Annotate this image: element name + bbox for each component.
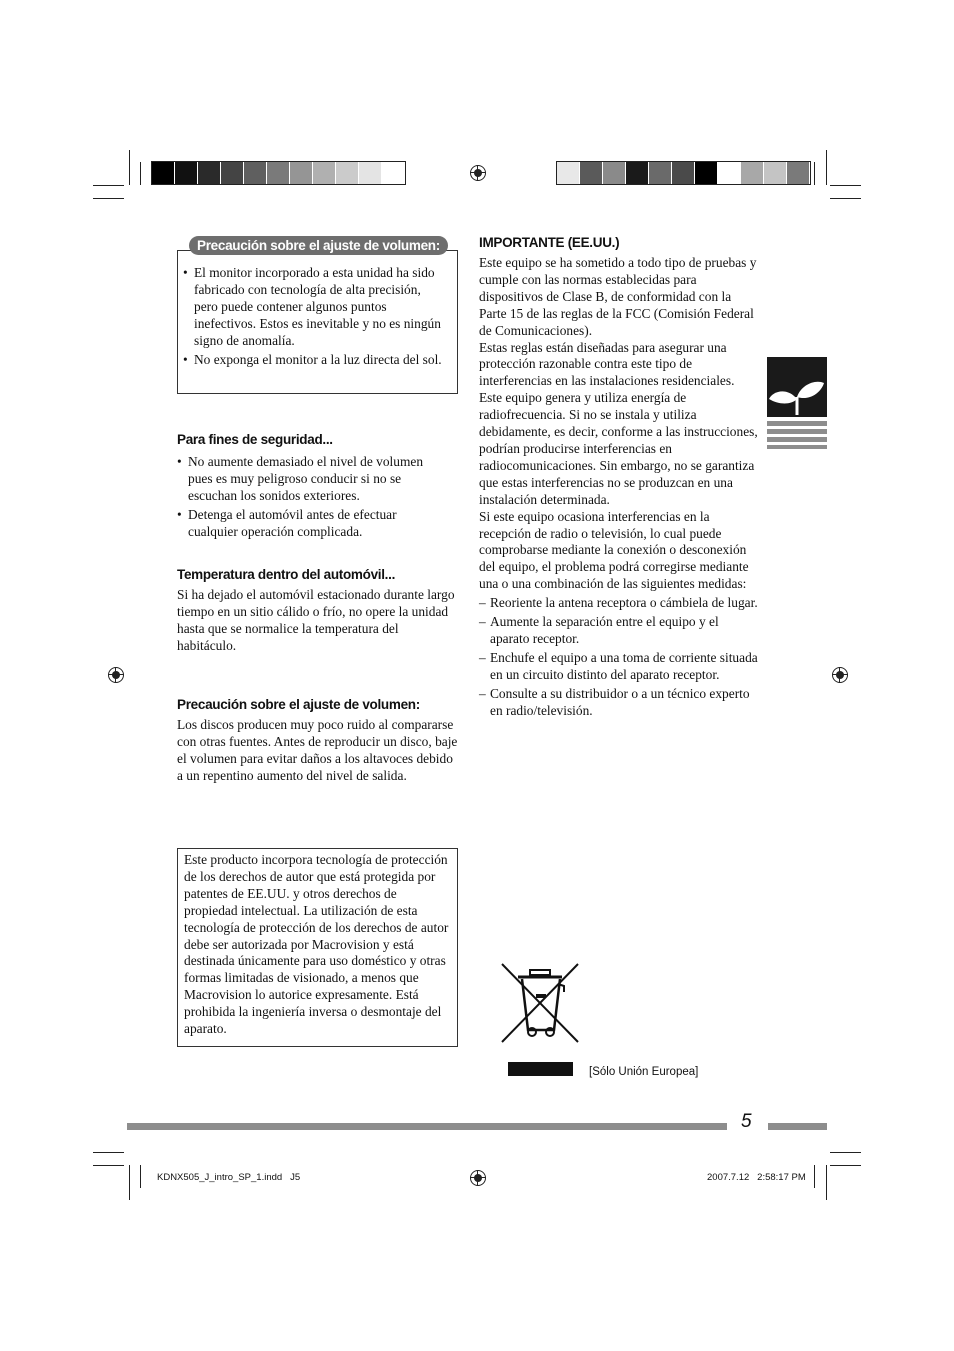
safety-list xyxy=(177,454,449,543)
color-swatch xyxy=(649,162,672,184)
color-swatch xyxy=(764,162,787,184)
section-tab xyxy=(767,357,827,449)
footer-bar-left xyxy=(127,1123,727,1130)
registration-mark-icon xyxy=(832,667,848,683)
weee-symbol xyxy=(500,962,582,1077)
list-item: • No exponga el monitor a la luz directa del sol. xyxy=(183,352,445,369)
file-info: KDNX505_J_intro_SP_1.indd J5 xyxy=(157,1172,301,1183)
sprout-icon xyxy=(767,357,827,449)
list-item: – Consulte a su distribuidor o a un técnico experto en radio/televisión. xyxy=(479,686,759,720)
color-swatch xyxy=(175,162,198,184)
timestamp: 2007.7.12 2:58:17 PM xyxy=(707,1172,806,1183)
fcc-paragraph: Si este equipo ocasiona interferencias en la recepción de radio o televisión, lo cual puede comprobarse mediante la conexión o desconexión del equipo, el problema podrá corregirse mediante una o una combinación de las siguientes medidas: xyxy=(479,508,749,592)
list-item: • Detenga el automóvil antes de efectuar cualquier operación complicada. xyxy=(177,507,449,541)
color-swatch xyxy=(787,162,810,184)
color-swatch xyxy=(672,162,695,184)
fcc-text xyxy=(479,255,759,721)
list-item: • No aumente demasiado el nivel de volumen pues es muy peligroso conducir si no se escuchan los sonidos exteriores. xyxy=(177,454,449,505)
weee-caption: [Sólo Unión Europea] xyxy=(589,1066,699,1078)
color-swatch xyxy=(382,162,405,184)
volume-caution-title: Precaución sobre el ajuste de volumen: xyxy=(189,236,448,255)
color-swatch xyxy=(221,162,244,184)
registration-mark-icon xyxy=(470,165,486,181)
color-swatch xyxy=(290,162,313,184)
color-swatch xyxy=(244,162,267,184)
fcc-paragraph: Este equipo se ha sometido a todo tipo de pruebas y cumple con las normas establecidas para dispositivos de Clase B, de conformidad con la Parte 15 de las reglas de la FCC (Comisión Federal de Comunicaciones). xyxy=(479,255,757,338)
fcc-paragraph: Estas reglas están diseñadas para asegurar una protección razonable contra este tipo de interferencias en las instalaciones residenciales. Este equipo genera y utiliza energía de radiofrecuencia. Si no se instala y utiliza debidamente, es decir, conforme a las instrucciones, podrían producirse interferencias en radiocomunicaciones. Sin embargo, no se garantiza que estas interferencias no se produzcan en una instalación determinada. xyxy=(479,339,758,507)
color-swatch xyxy=(336,162,359,184)
list-item: – Aumente la separación entre el equipo y el aparato receptor. xyxy=(479,614,759,648)
crossed-bin-icon xyxy=(500,962,582,1077)
color-bar-right xyxy=(556,161,811,185)
color-swatch xyxy=(557,162,580,184)
color-swatch xyxy=(718,162,741,184)
temperature-text: Si ha dejado el automóvil estacionado durante largo tiempo en un sitio cálido o frío, no opere la unidad hasta que se normalice la temperatura del habitáculo. xyxy=(177,587,455,653)
color-bar-left xyxy=(151,161,406,185)
important-usa-heading: IMPORTANTE (EE.UU.) xyxy=(479,235,620,250)
color-swatch xyxy=(313,162,336,184)
color-swatch xyxy=(359,162,382,184)
color-swatch xyxy=(267,162,290,184)
color-swatch xyxy=(603,162,626,184)
color-swatch xyxy=(198,162,221,184)
macrovision-text: Este producto incorpora tecnología de protección de los derechos de autor que está protegida por patentes de EE.UU. y otros derechos de propiedad intelectual. La utilización de esta tecnología de protección de los derechos de autor debe ser autorizada por Macrovision y está destinada únicamente para uso doméstico y otras formas limitadas de visionado, a menos que Macrovision lo autorice expresamente. Está prohibida la ingeniería inversa o desmontaje del aparato. xyxy=(184,852,449,1037)
color-swatch xyxy=(695,162,718,184)
color-swatch xyxy=(626,162,649,184)
page-number: 5 xyxy=(741,1111,752,1132)
safety-heading: Para fines de seguridad... xyxy=(177,432,333,447)
color-swatch xyxy=(741,162,764,184)
volume-caution-list xyxy=(183,265,445,370)
registration-mark-icon xyxy=(108,667,124,683)
volume-text: Los discos producen muy poco ruido al compararse con otras fuentes. Antes de reproducir un disco, baje el volumen para evitar daños a los altavoces debido a un repentino aumento del nivel de salida. xyxy=(177,717,458,783)
list-item: – Reoriente la antena receptora o cámbiela de lugar. xyxy=(479,595,759,612)
color-swatch xyxy=(580,162,603,184)
list-item: – Enchufe el equipo a una toma de corriente situada en un circuito distinto del aparato receptor. xyxy=(479,650,759,684)
list-item: • El monitor incorporado a esta unidad ha sido fabricado con tecnología de alta precisión, pero puede contener algunos puntos inefectivos. Estos es inevitable y no es ningún signo de anomalía. xyxy=(183,265,445,350)
volume-heading: Precaución sobre el ajuste de volumen: xyxy=(177,697,420,712)
temperature-heading: Temperatura dentro del automóvil... xyxy=(177,567,396,582)
color-swatch xyxy=(152,162,175,184)
footer-bar-right xyxy=(768,1123,827,1130)
registration-mark-icon xyxy=(470,1170,486,1186)
